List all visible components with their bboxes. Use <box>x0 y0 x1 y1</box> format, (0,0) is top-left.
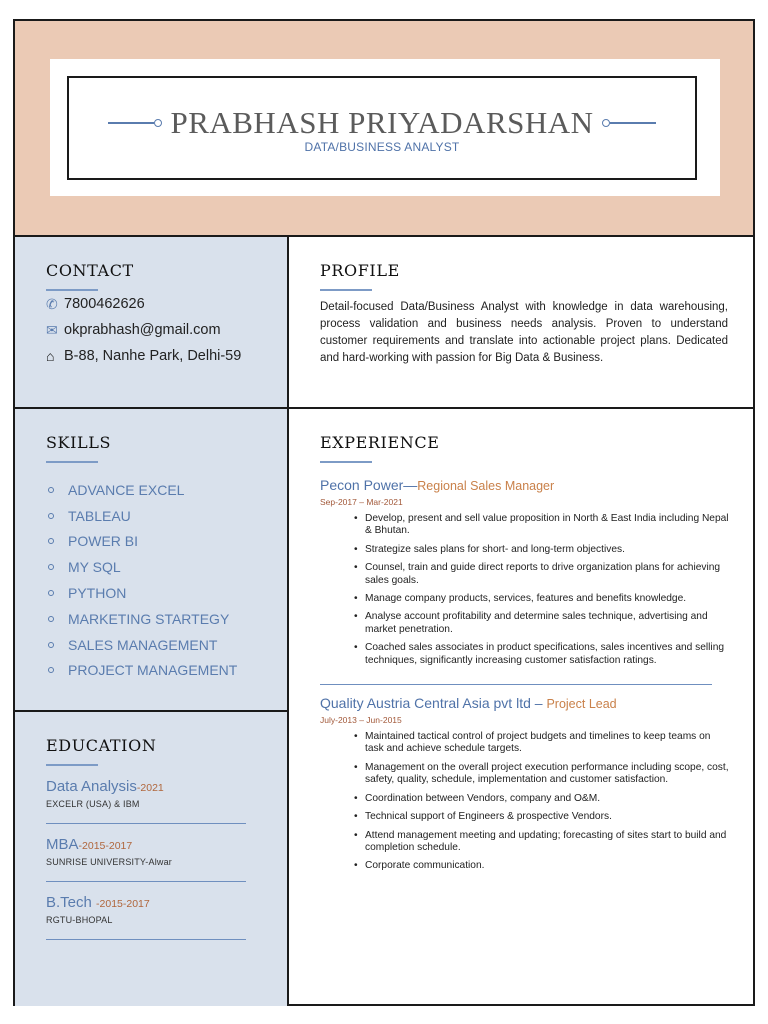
skill-label: TABLEAU <box>68 507 131 524</box>
circle-bullet-icon <box>48 513 54 519</box>
skill-label: ADVANCE EXCEL <box>68 481 185 498</box>
circle-bullet-icon <box>48 590 54 596</box>
contact-section <box>15 237 287 409</box>
job-bullet: • Technical support of Engineers & prospective Vendors. <box>354 811 730 823</box>
divider <box>320 684 712 685</box>
profile-section <box>289 237 753 409</box>
job-dates: Sep-2017 – Mar-2021 <box>320 497 403 507</box>
heading-rule <box>46 461 98 463</box>
job-bullet: • Coached sales associates in product specifications, sales incentives and selling techniques, significantly increasing customer satisfaction ratings. <box>354 642 730 667</box>
experience-heading: EXPERIENCE <box>320 433 440 452</box>
degree: MBA <box>46 836 79 853</box>
job-bullet: • Counsel, train and guide direct reports to drive organization plans for achieving sales goals. <box>354 562 730 587</box>
header-name-box <box>67 76 697 180</box>
degree-year: -2021 <box>136 782 164 794</box>
name-row <box>69 107 695 138</box>
main-column <box>289 237 753 1006</box>
job-bullet: • Develop, present and sell value proposition in North & East India including Nepal & Bhutan. <box>354 513 730 538</box>
skill-item <box>46 529 237 555</box>
skill-label: MY SQL <box>68 559 121 576</box>
circle-bullet-icon <box>48 564 54 570</box>
degree-line <box>46 894 246 911</box>
job-header <box>320 695 730 711</box>
mail-icon: ✉ <box>46 321 58 338</box>
company-name: Quality Austria Central Asia pvt ltd <box>320 695 531 712</box>
school: SUNRISE UNIVERSITY-Alwar <box>46 857 172 867</box>
skill-label: PYTHON <box>68 585 127 602</box>
job-bullet: • Maintained tactical control of project budgets and timelines to keep teams on task and achieve schedule targets. <box>354 731 730 756</box>
circle-bullet-icon <box>48 616 54 622</box>
skills-section <box>15 409 287 712</box>
job-title: DATA/BUSINESS ANALYST <box>304 140 460 154</box>
right-ornament <box>602 119 656 127</box>
job-bullet: • Manage company products, services, features and benefits knowledge. <box>354 593 730 605</box>
school: RGTU-BHOPAL <box>46 915 113 925</box>
email-line <box>46 317 241 343</box>
resume-page <box>13 19 755 1006</box>
divider <box>46 939 246 940</box>
heading-rule <box>320 461 372 463</box>
experience-section <box>289 409 753 1006</box>
skill-label: SALES MANAGEMENT <box>68 636 218 653</box>
circle-bullet-icon <box>48 487 54 493</box>
skill-item <box>46 658 237 684</box>
school: EXCELR (USA) & IBM <box>46 799 140 809</box>
education-item <box>46 778 246 824</box>
skill-item <box>46 580 237 606</box>
degree-line <box>46 778 246 795</box>
job-header <box>320 477 730 493</box>
skill-label: PROJECT MANAGEMENT <box>68 662 238 679</box>
phone-line <box>46 291 241 317</box>
skill-label: MARKETING STARTEGY <box>68 610 230 627</box>
skill-item <box>46 477 237 503</box>
candidate-name: PRABHASH PRIYADARSHAN <box>170 105 594 140</box>
job-entry <box>320 477 730 667</box>
skill-item <box>46 554 237 580</box>
job-separator: – <box>530 695 547 712</box>
job-bullet: • Strategize sales plans for short- and long-term objectives. <box>354 544 730 556</box>
header-band <box>15 21 753 237</box>
job-bullet: • Attend management meeting and updating; forecasting of sites start to build and completion schedule. <box>354 830 730 855</box>
left-ornament <box>108 119 162 127</box>
job-entry <box>320 695 730 873</box>
header-panel <box>50 59 720 196</box>
job-role: Regional Sales Manager <box>417 479 555 493</box>
skill-label: POWER BI <box>68 533 139 550</box>
skill-item <box>46 606 237 632</box>
sidebar <box>15 237 289 1006</box>
job-bullets <box>354 513 730 667</box>
phone-icon: ✆ <box>46 295 58 312</box>
circle-bullet-icon <box>48 538 54 544</box>
job-bullet: • Corporate communication. <box>354 860 730 872</box>
skill-list <box>46 477 237 683</box>
circle-bullet-icon <box>48 642 54 648</box>
job-bullets <box>354 731 730 873</box>
job-dates: July-2013 – Jun-2015 <box>320 715 402 726</box>
circle-bullet-icon <box>48 667 54 673</box>
email-address: okprabhash@gmail.com <box>64 322 221 338</box>
company-name: Pecon Power <box>320 477 404 493</box>
education-item <box>46 894 246 940</box>
job-bullet: • Coordination between Vendors, company and O&M. <box>354 793 730 805</box>
home-icon: ⌂ <box>46 348 55 364</box>
skill-item <box>46 503 237 529</box>
degree-line <box>46 836 246 853</box>
heading-rule <box>320 289 372 291</box>
heading-rule <box>46 764 98 766</box>
degree: B.Tech <box>46 894 97 911</box>
profile-summary: Detail-focused Data/Business Analyst with knowledge in data warehousing, process validation and business needs analysis. Proven to understand customer requirements and translate into actionable project plans. Dedicated and hard-working with passion for Big Data & Business. <box>320 301 728 364</box>
job-separator: — <box>403 477 418 493</box>
degree-year: -2015-2017 <box>96 898 150 910</box>
divider <box>46 881 246 882</box>
skills-heading: SKILLS <box>46 433 112 452</box>
address-line <box>46 343 241 369</box>
profile-heading: PROFILE <box>320 261 400 280</box>
education-section <box>15 712 287 1006</box>
skill-item <box>46 632 237 658</box>
address: B-88, Nanhe Park, Delhi-59 <box>64 348 242 364</box>
divider <box>46 823 246 824</box>
education-item <box>46 836 246 882</box>
education-heading: EDUCATION <box>46 736 157 755</box>
job-bullet: • Analyse account profitability and determine sales technique, advertising and market penetration. <box>354 611 730 636</box>
contact-heading: CONTACT <box>46 261 134 280</box>
phone-number: 7800462626 <box>64 296 145 312</box>
degree: Data Analysis <box>46 778 137 795</box>
job-role: Project Lead <box>546 697 617 712</box>
degree-year: -2015-2017 <box>78 840 133 852</box>
job-bullet: • Management on the overall project execution performance including scope, cost, safety, quality, schedule, implementation and customer satisfaction. <box>354 762 730 787</box>
